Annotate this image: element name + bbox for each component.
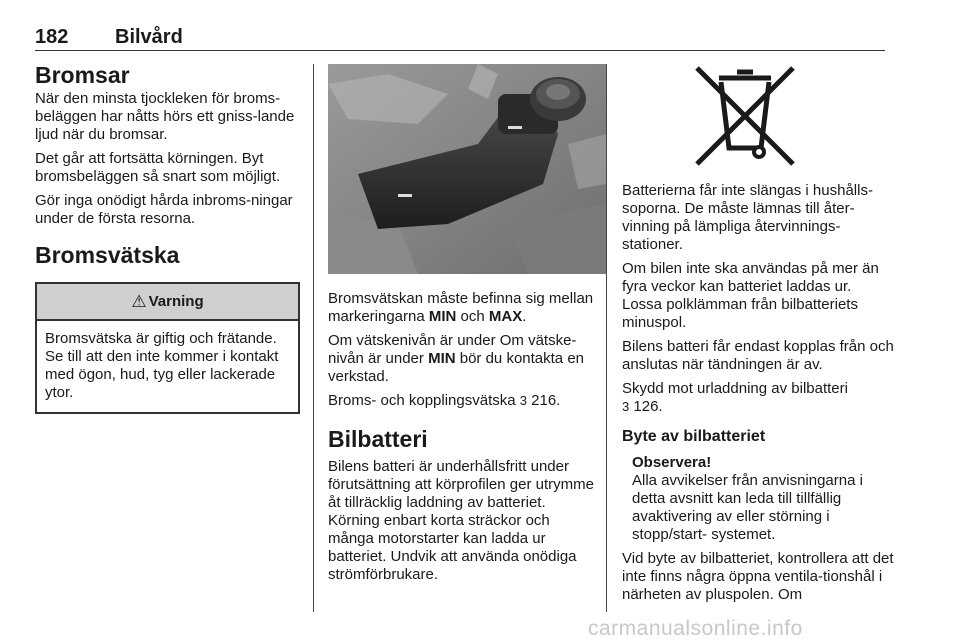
note-text: Alla avvikelser från anvisningarna i detta avsnitt kan leda till tillfällig avaktivering av eller störning i stopp/start- systemet. [632, 472, 863, 543]
note-box [622, 454, 894, 544]
column-1 [35, 62, 300, 414]
paragraph: Batterierna får inte slängas i hushålls-soporna. De måste lämnas till åter-vinning på lämpliga återvinnings-stationer. [622, 182, 873, 253]
column-2 [314, 64, 594, 590]
note-title: Observera! [632, 454, 712, 471]
warning-header [37, 284, 298, 321]
paragraph: Om vätskenivån är under Om vätske-nivån är under MIN bör du kontakta en verkstad. [328, 332, 585, 385]
subheading-battery-replacement: Byte av bilbatteriet [622, 428, 766, 445]
paragraph: Om bilen inte ska användas på mer än fyra veckor kan batteriet laddas ur. Lossa polklämman från bilbatteriets minuspol. [622, 260, 879, 331]
watermark: carmanualsonline.info [588, 617, 803, 640]
section-title: Bilvård [115, 26, 183, 48]
page-header [35, 26, 885, 51]
paragraph: Gör inga onödigt hårda inbroms-ningar under de första resorna. [35, 192, 293, 227]
paragraph: Det går att fortsätta körningen. Byt bromsbeläggen så snart som möjligt. [35, 150, 281, 185]
brake-fluid-reservoir-image [328, 64, 606, 274]
warning-triangle-icon: ⚠ [131, 291, 147, 311]
crossed-wheelie-bin-icon [691, 64, 799, 168]
paragraph: Bromsvätskan måste befinna sig mellan markeringarna MIN och MAX. [328, 290, 594, 325]
column-3 [606, 64, 894, 610]
warning-text: Bromsvätska är giftig och frätande. Se till att den inte kommer i kontakt med ögon, hud, tyg eller lackerade ytor. [45, 330, 279, 401]
heading-battery: Bilbatteri [328, 426, 428, 452]
page-number: 182 [35, 26, 69, 48]
warning-box [35, 282, 300, 414]
paragraph: Bilens batteri får endast kopplas från och anslutas när tändningen är av. [622, 338, 894, 373]
heading-brakes: Bromsar [35, 62, 130, 88]
page-reference-arrow-icon: 3 [622, 399, 630, 414]
page-reference-arrow-icon: 3 [519, 393, 527, 408]
paragraph: Broms- och kopplingsvätska 3 216. [328, 392, 561, 409]
paragraph: Skydd mot urladdning av bilbatteri 3 126. [622, 380, 848, 415]
paragraph: Vid byte av bilbatteriet, kontrollera att det inte finns några öppna ventila-tionshål i närheten av pluspolen. Om [622, 550, 894, 603]
paragraph: När den minsta tjockleken för broms-beläggen har nåtts hörs ett gniss-lande ljud när du bromsar. [35, 90, 295, 143]
warning-title: Varning [148, 293, 204, 310]
paragraph: Bilens batteri är underhållsfritt under förutsättning att körprofilen ger utrymme åt tillräcklig laddning av batteriet. Körning enbart korta sträckor och många motorstarter kan ladda ur batteriet. Undvik att använda onödiga strömförbrukare. [328, 458, 594, 583]
heading-brake-fluid: Bromsvätska [35, 242, 180, 268]
